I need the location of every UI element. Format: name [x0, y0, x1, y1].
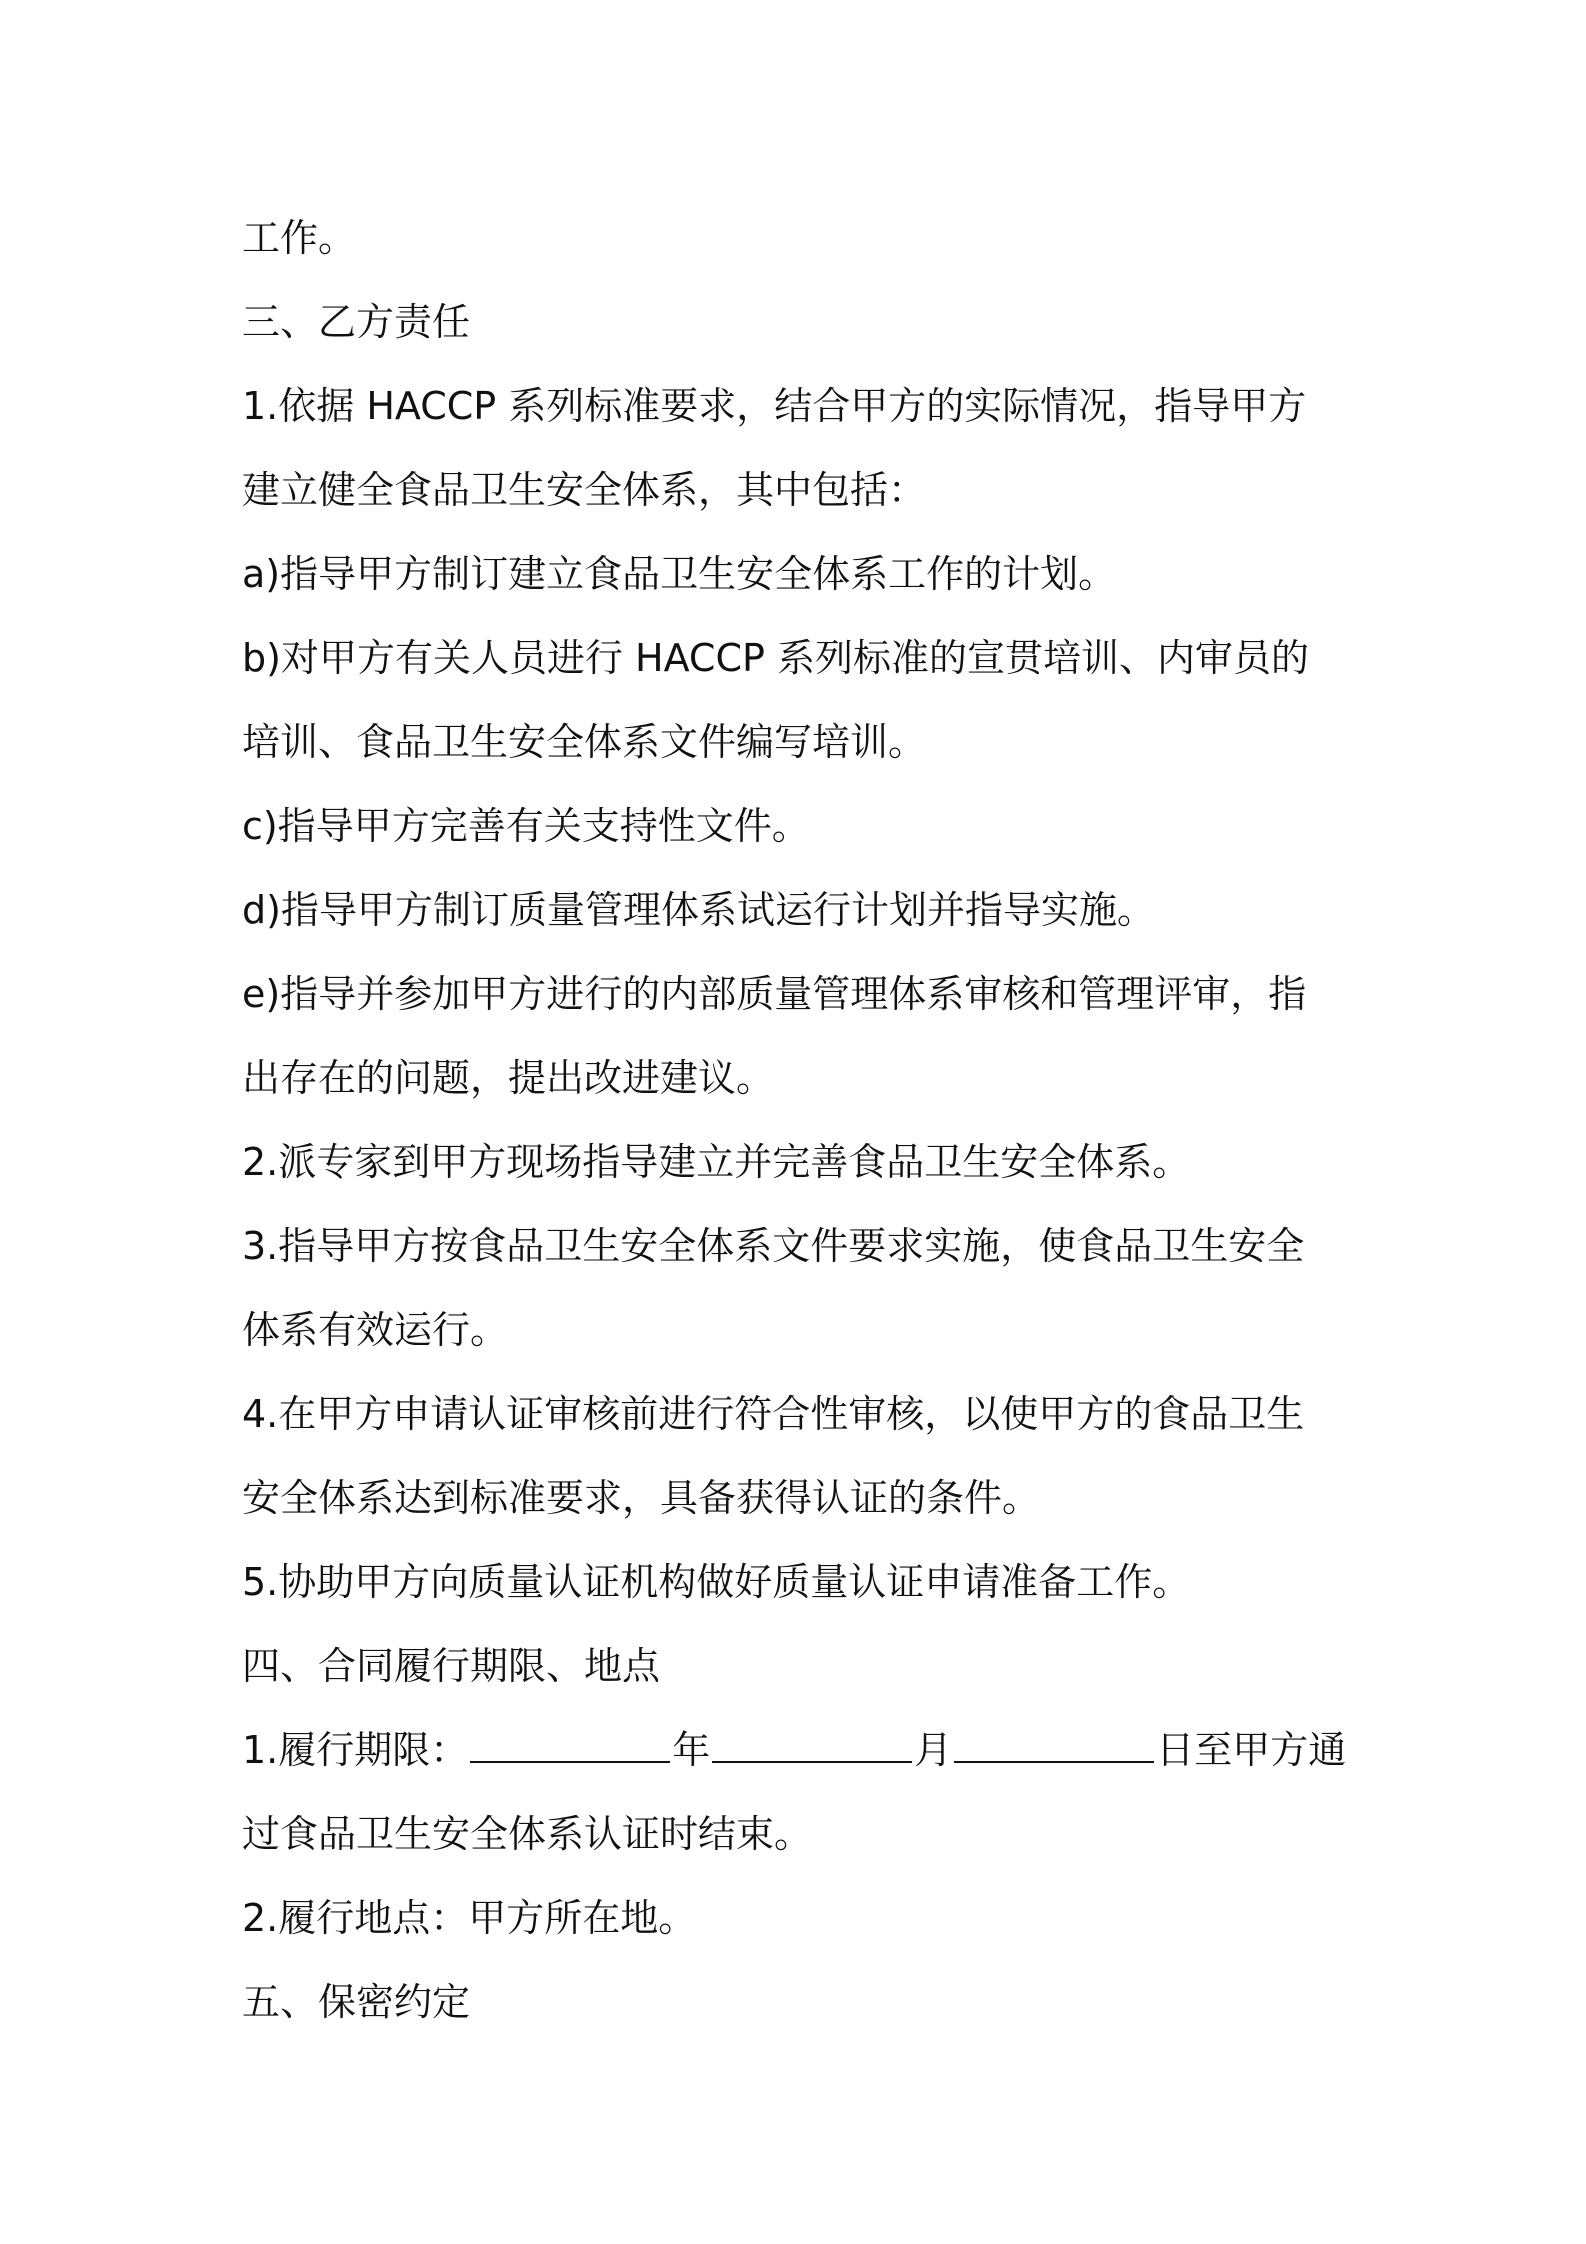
text-line: 培训、食品卫生安全体系文件编写培训。 [242, 720, 927, 764]
text-line: 5.协助甲方向质量认证机构做好质量认证申请准备工作。 [242, 1560, 1191, 1604]
text-line: 1.依据 HACCP 系列标准要求，结合甲方的实际情况，指导甲方 [242, 384, 1307, 428]
text-line: 安全体系达到标准要求，具备获得认证的条件。 [242, 1476, 1041, 1520]
text-line: 2.派专家到甲方现场指导建立并完善食品卫生安全体系。 [242, 1140, 1191, 1184]
text-line: 过食品卫生安全体系认证时结束。 [242, 1812, 813, 1856]
month-label: 月 [914, 1728, 953, 1772]
day-blank[interactable] [954, 1721, 1154, 1763]
section-heading: 五、保密约定 [242, 1980, 471, 2024]
text-line: d)指导甲方制订质量管理体系试运行计划并指导实施。 [242, 888, 1155, 932]
text-line: 出存在的问题，提出改进建议。 [242, 1056, 775, 1100]
text-line: c)指导甲方完善有关支持性文件。 [242, 804, 810, 848]
text-line: 建立健全食品卫生安全体系，其中包括： [242, 468, 927, 512]
year-label: 年 [672, 1728, 711, 1772]
document-body [242, 196, 1354, 2044]
month-blank[interactable] [712, 1721, 912, 1763]
text-line: 3.指导甲方按食品卫生安全体系文件要求实施，使食品卫生安全 [242, 1224, 1305, 1268]
text-line: b)对甲方有关人员进行 HACCP 系列标准的宣贯培训、内审员的 [242, 636, 1309, 680]
section-heading: 三、乙方责任 [242, 300, 471, 344]
text-line: a)指导甲方制订建立食品卫生安全体系工作的计划。 [242, 552, 1117, 596]
text-line: 4.在甲方申请认证审核前进行符合性审核，以使甲方的食品卫生 [242, 1392, 1305, 1436]
text-line: e)指导并参加甲方进行的内部质量管理体系审核和管理评审，指 [242, 972, 1307, 1016]
period-tail: 日至甲方通 [1156, 1728, 1347, 1772]
text-line: 2.履行地点：甲方所在地。 [242, 1896, 697, 1940]
text-line: 体系有效运行。 [242, 1308, 509, 1352]
section-heading: 四、合同履行期限、地点 [242, 1644, 661, 1688]
period-line [242, 1708, 1354, 1792]
period-label: 1.履行期限： [242, 1728, 469, 1772]
text-line: 工作。 [242, 216, 357, 260]
year-blank[interactable] [470, 1721, 670, 1763]
